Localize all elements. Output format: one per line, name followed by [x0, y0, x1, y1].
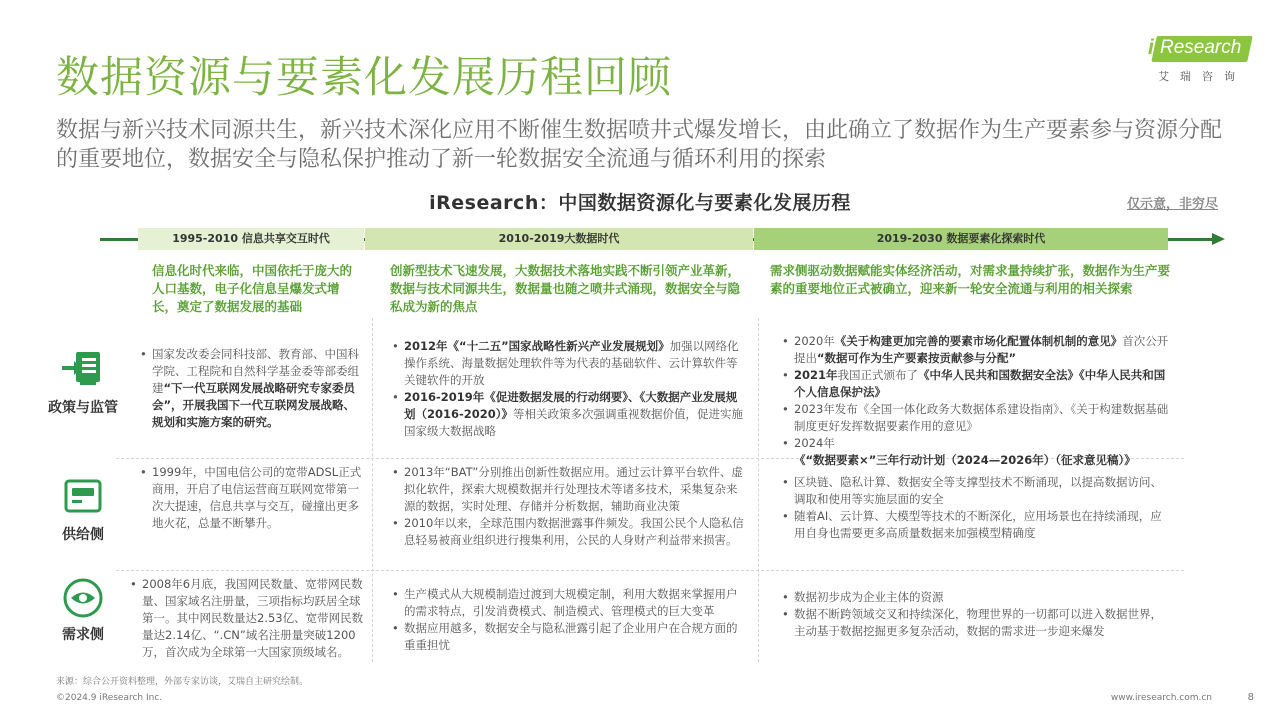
bullet-list — [392, 464, 747, 549]
bullet-text: 2013年“BAT”分别推出创新性数据应用。通过云计算平台软件、虚拟化软件，探索大规模数据并行处理技术等诸多技术，采集复杂来源的数据，实时处理、存储并分析数据，辅助商业决策 — [404, 465, 743, 513]
bullet-text: 生产模式从大规模制造过渡到大规模定制，利用大数据来掌握用户的需求特点，引发消费模式、制造模式、管理模式的巨大变革 — [404, 587, 738, 618]
bullet-text: 国家发改委会同科技部、教育部、中国科学院、工程院和自然科学基金委等部委组建 — [152, 347, 359, 395]
bullet-text: 2010年以来，全球范围内数据泄露事件频发。我国公民个人隐私信息轻易被商业组织进行搜集利用，公民的人身财产利益带来损害。 — [404, 516, 744, 547]
bullet-text: 数据初步成为企业主体的资源 — [794, 590, 944, 604]
bullet-item — [404, 515, 747, 549]
era-label-1995: 1995-2010 信息共享交互时代 — [138, 228, 364, 250]
bullet-list — [130, 576, 365, 661]
bullet-text: 2024年 — [794, 436, 835, 450]
bullet-text: 2020年 — [794, 334, 835, 348]
row-divider — [116, 570, 1184, 571]
bullet-text-bold: 《关于构建更加完善的要素市场化配置体制机制的意见》 — [834, 334, 1123, 348]
logo-word: Research — [1160, 37, 1242, 58]
page-title: 数据资源与要素化发展历程回顾 — [56, 53, 672, 103]
bullet-item — [794, 474, 1172, 508]
source-note: 来源：综合公开资料整理，外部专家访谈，艾瑞自主研究绘制。 — [56, 677, 309, 687]
bullet-item — [794, 333, 1172, 367]
cell-policy-2010 — [392, 338, 747, 440]
bullet-text: 2008年6月底，我国网民数量、宽带网民数量、国家域名注册量，三项指标均跃居全球第一。其中网民数量达2.53亿、宽带网民数量达2.14亿、“.CN”域名注册量突破1200万，首次成为全球第一大国家顶级域名。 — [142, 577, 364, 659]
page-number: 8 — [1247, 692, 1254, 703]
website-url: www.iresearch.com.cn — [1110, 693, 1212, 703]
era-description-2010: 创新型技术飞速发展，大数据技术落地实践不断引领产业革新，数据与技术同源共生，数据量也随之喷井式涌现，数据安全与隐私成为新的焦点 — [390, 263, 741, 314]
bullet-item — [794, 606, 1172, 640]
bullet-item — [794, 401, 1172, 435]
logo-cn: 艾瑞咨询 — [1158, 70, 1246, 83]
bullet-text-bold: 《中华人民共和国数据安全法》《中华人民共和国个人信息保护法》 — [794, 368, 1166, 399]
bullet-text-bold: 《“数据要素×”三年行动计划（2024—2026年）（征求意见稿）》 — [794, 453, 1136, 467]
bullet-list — [392, 586, 747, 654]
timeline-arrow-icon — [1212, 233, 1225, 245]
bullet-item — [404, 586, 747, 620]
note-label: 仅示意，非穷尽 — [1126, 197, 1218, 212]
bullet-text-bold: 2012年《“十二五”国家战略性新兴产业发展规划》 — [404, 339, 670, 353]
bullet-list — [782, 589, 1172, 640]
chart-title: iResearch：中国数据资源化与要素化发展历程 — [429, 192, 851, 214]
era-description-2019: 需求侧驱动数据赋能实体经济活动，对需求量持续扩张，数据作为生产要素的重要地位正式被确立，迎来新一轮安全流通与利用的相关探索 — [770, 263, 1171, 296]
column-divider — [758, 318, 759, 662]
bullet-text-bold: 2021年 — [794, 368, 838, 382]
bullet-text: 首次公开提出 — [794, 334, 1169, 365]
cell-policy-2019 — [782, 333, 1172, 469]
row-label-demand: 需求侧 — [62, 627, 104, 643]
page-subtitle: 数据与新兴技术同源共生，新兴技术深化应用不断催生数据喷井式爆发增长，由此确立了数据作为生产要素参与资源分配的重要地位，数据安全与隐私保护推动了新一轮数据安全流通与循环利用的探索 — [56, 118, 1223, 172]
bullet-text-bold: 2016-2019年《促进数据发展的行动纲要》、《大数据产业发展规划（2016-2020）》 — [404, 390, 738, 421]
bullet-item — [404, 389, 747, 440]
cell-supply-2019 — [782, 474, 1172, 542]
bullet-item — [142, 576, 365, 661]
cell-demand-2019 — [782, 589, 1172, 640]
logo-i: i — [1148, 36, 1154, 59]
era-description-1995: 信息化时代来临，中国依托于庞大的人口基数，电子化信息呈爆发式增长，奠定了数据发展的基础 — [152, 263, 353, 314]
bullet-text: 2023年发布《全国一体化政务大数据体系建设指南》、《关于构建数据基础制度更好发挥数据要素作用的意见》 — [794, 402, 1169, 433]
supply-icon — [38, 478, 128, 514]
bullet-text: 随着AI、云计算、大模型等技术的不断深化，应用场景也在持续涌现，应用自身也需要更多高质量数据来加强模型精确度 — [794, 509, 1162, 540]
bullet-list — [392, 338, 747, 440]
bullet-item — [152, 464, 362, 532]
bullet-text: 数据应用越多，数据安全与隐私泄露引起了企业用户在合规方面的重重担忧 — [404, 621, 738, 652]
bullet-text-bold: “数据可作为生产要素按贡献参与分配” — [817, 351, 1017, 365]
bullet-list — [140, 464, 362, 532]
bullet-item — [404, 620, 747, 654]
bullet-list — [140, 346, 362, 431]
bullet-list — [782, 333, 1172, 469]
bullet-item — [404, 338, 747, 389]
bullet-text: 1999年，中国电信公司的宽带ADSL正式商用，开启了电信运营商互联网宽带第一次大提速，信息共享与交互，碰撞出更多地火花，总量不断攀升。 — [152, 465, 362, 530]
bullet-text: 数据不断跨领域交叉和持续深化，物理世界的一切都可以进入数据世界，主动基于数据挖掘更多复杂活动，数据的需求进一步迎来爆发 — [794, 607, 1162, 638]
bullet-item — [794, 508, 1172, 542]
cell-supply-1995 — [140, 464, 362, 532]
era-label-2010: 2010-2019大数据时代 — [365, 228, 753, 250]
cell-demand-2010 — [392, 586, 747, 654]
row-label-supply: 供给侧 — [62, 527, 104, 543]
bullet-item — [794, 367, 1172, 401]
bullet-item — [152, 346, 362, 431]
bullet-text: 等相关政策多次强调重视数据价值，促进实施国家级大数据战略 — [404, 407, 744, 438]
bullet-text: 区块链、隐私计算、数据安全等支撑型技术不断涌现，以提高数据访问、调取和使用等实施层面的安全 — [794, 475, 1162, 506]
bullet-item — [794, 589, 1172, 606]
copyright: ©2024.9 iResearch Inc. — [56, 693, 163, 703]
bullet-text: 我国正式颁布了 — [837, 368, 919, 382]
bullet-text: 加强以网络化操作系统、海量数据处理软件等为代表的基础软件、云计算软件等关键软件的开放 — [404, 339, 739, 387]
era-label-2019: 2019-2030 数据要素化探索时代 — [754, 228, 1168, 250]
cell-supply-2010 — [392, 464, 747, 549]
bullet-list — [782, 474, 1172, 542]
cell-policy-1995 — [140, 346, 362, 431]
iresearch-logo — [1144, 36, 1250, 86]
policy-icon — [38, 350, 128, 386]
eye-icon — [38, 578, 128, 618]
bullet-item — [794, 435, 1172, 469]
bullet-text-bold: “下一代互联网发展战略研究专家委员会”，开展我国下一代互联网发展战略、规划和实施方案的研究。 — [152, 381, 356, 429]
bullet-item — [404, 464, 747, 515]
row-label-policy: 政策与监管 — [48, 400, 118, 416]
column-divider — [372, 318, 373, 662]
cell-demand-1995 — [130, 576, 365, 661]
